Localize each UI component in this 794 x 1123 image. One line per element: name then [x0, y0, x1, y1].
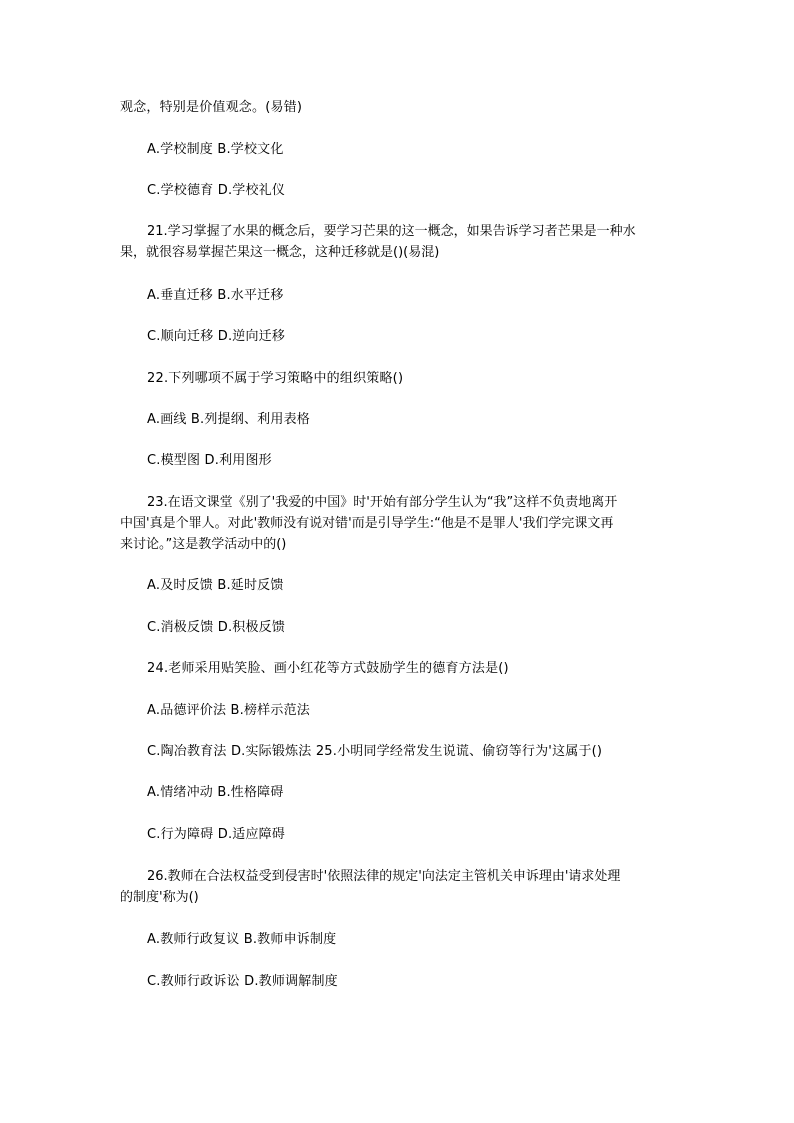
answer-options: A.教师行政复议 B.教师申诉制度	[147, 932, 337, 947]
answer-options: C.模型图 D.利用图形	[147, 453, 272, 468]
question-23	[120, 492, 678, 555]
question-26	[120, 866, 678, 908]
question-text-line: 来讨论。”这是教学活动中的()	[120, 537, 287, 552]
answer-options: A.画线 B.列提纲、利用表格	[147, 412, 310, 427]
answer-options: C.行为障碍 D.适应障碍	[147, 827, 286, 842]
question-text-line: 果，就很容易掌握芒果这一概念，这种迁移就是()(易混)	[120, 245, 440, 260]
answer-options: A.学校制度 B.学校文化	[147, 142, 284, 157]
question-text-line: 中国'真是个罪人。对此'教师没有说对错'而是引导学生:“他是不是罪人'我们学完课文再	[120, 516, 614, 531]
answer-options: A.情绪冲动 B.性格障碍	[147, 785, 284, 800]
question-21	[120, 221, 678, 263]
answer-options: A.品德评价法 B.榜样示范法	[147, 703, 310, 718]
question-24: 24.老师采用贴笑脸、画小红花等方式鼓励学生的德育方法是()	[147, 661, 509, 676]
answer-options: C.顺向迁移 D.逆向迁移	[147, 329, 286, 344]
answer-options: A.垂直迁移 B.水平迁移	[147, 288, 284, 303]
question-text-line: 的制度'称为()	[120, 890, 199, 905]
text-line: 观念，特别是价值观念。(易错)	[120, 100, 303, 115]
answer-options: A.及时反馈 B.延时反馈	[147, 578, 284, 593]
question-text-line: 21.学习掌握了水果的概念后，要学习芒果的这一概念，如果告诉学习者芒果是一种水	[147, 224, 636, 239]
question-text-line: 26.教师在合法权益受到侵害时'依照法律的规定'向法定主管机关申诉理由'请求处理	[147, 869, 621, 884]
answer-options-and-question-25: C.陶冶教育法 D.实际锻炼法 25.小明同学经常发生说谎、偷窃等行为'这属于()	[147, 744, 603, 759]
question-text-line: 23.在语文课堂《别了'我爱的中国》时'开始有部分学生认为“我”这样不负责地离开	[147, 495, 618, 510]
answer-options: C.消极反馈 D.积极反馈	[147, 620, 286, 635]
answer-options: C.教师行政诉讼 D.教师调解制度	[147, 974, 338, 989]
question-22: 22.下列哪项不属于学习策略中的组织策略()	[147, 371, 404, 386]
answer-options: C.学校德育 D.学校礼仪	[147, 183, 286, 198]
